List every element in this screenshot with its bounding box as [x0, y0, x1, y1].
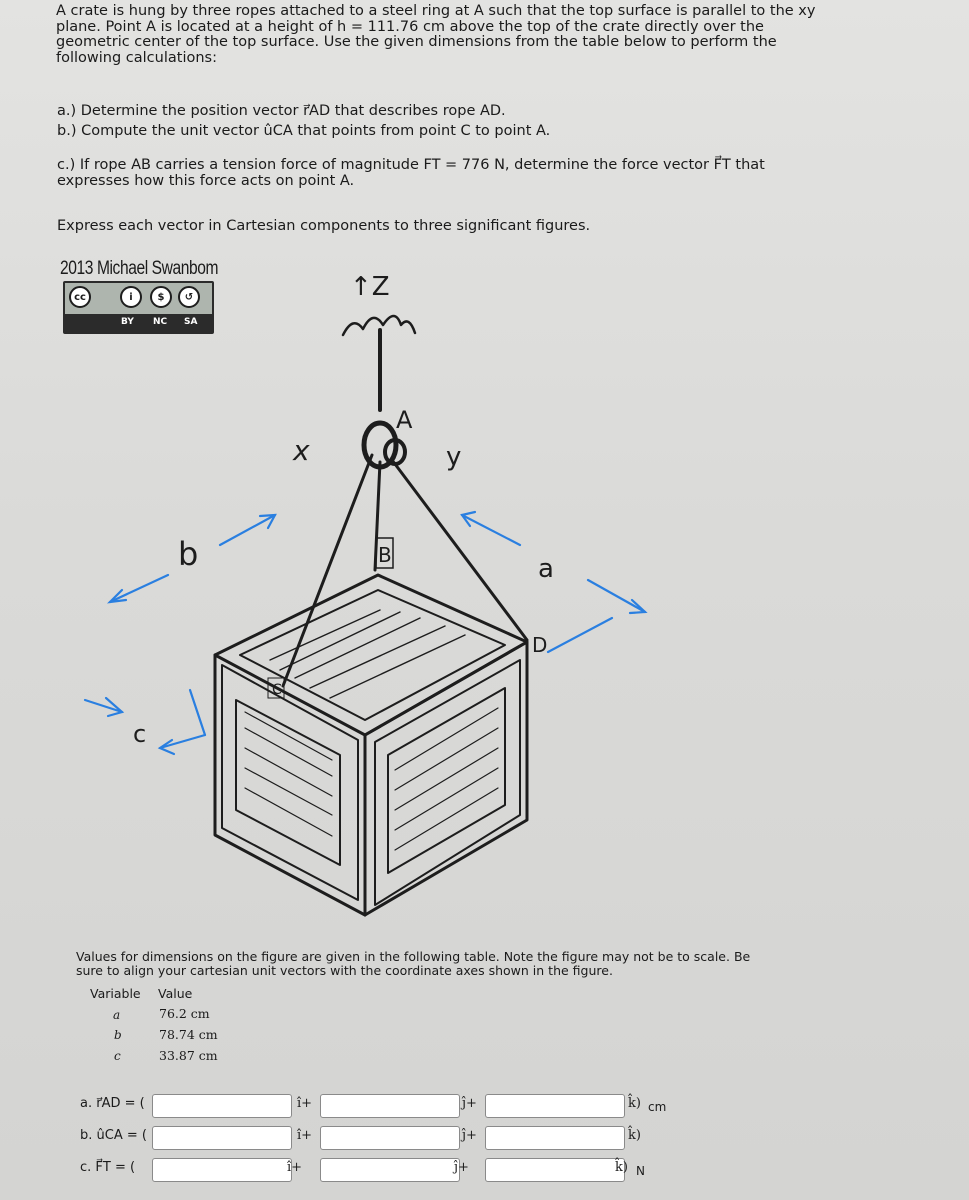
- i-hat-unit: î+: [287, 1160, 303, 1175]
- k-hat-unit: k̂): [615, 1160, 628, 1175]
- crate-diagram: [60, 255, 720, 950]
- j-hat-unit: ĵ+: [462, 1096, 477, 1111]
- answer-a-label: a. r⃗AD = (: [80, 1096, 145, 1111]
- dimension-c-label: c: [133, 720, 147, 748]
- k-hat-unit: k̂): [628, 1096, 641, 1111]
- answer-a-j-input[interactable]: [320, 1094, 460, 1118]
- k-hat-unit: k̂): [628, 1128, 641, 1143]
- instruction-text: Express each vector in Cartesian components to three significant figures.: [57, 218, 591, 234]
- nc-icon: $: [150, 286, 172, 308]
- answer-c-k-input[interactable]: [485, 1158, 625, 1182]
- z-axis-label: ↑Z: [350, 272, 390, 302]
- table-variable: c: [114, 1049, 121, 1063]
- dimension-a-label: a: [538, 554, 554, 584]
- answer-a-i-input[interactable]: [152, 1094, 292, 1118]
- answer-b-k-input[interactable]: [485, 1126, 625, 1150]
- cc-icon: cc: [69, 286, 91, 308]
- table-header-value: Value: [158, 986, 193, 1001]
- answer-a-unit: cm: [648, 1100, 667, 1114]
- point-b-label: B: [378, 543, 392, 567]
- part-a-question: a.) Determine the position vector r⃗AD that describes rope AD.: [57, 103, 506, 119]
- part-c-line: c.) If rope AB carries a tension force of magnitude FT = 776 N, determine the force vector F⃗T that: [57, 157, 765, 173]
- sa-icon: ↺: [178, 286, 200, 308]
- dimension-b-label: b: [178, 535, 199, 573]
- problem-line: geometric center of the top surface. Use the given dimensions from the table below to perform the: [56, 34, 777, 50]
- point-d-label: D: [532, 633, 548, 657]
- table-value: 78.74 cm: [159, 1027, 218, 1042]
- answer-a-k-input[interactable]: [485, 1094, 625, 1118]
- answer-b-j-input[interactable]: [320, 1126, 460, 1150]
- y-axis-label: y: [446, 442, 462, 472]
- table-note: [76, 950, 836, 978]
- j-hat-unit: ĵ+: [462, 1128, 477, 1143]
- point-a-label: A: [396, 406, 413, 434]
- problem-line: following calculations:: [56, 49, 217, 66]
- table-header-variable: Variable: [90, 986, 141, 1001]
- j-hat-unit: ĵ+: [454, 1160, 469, 1175]
- table-variable: a: [113, 1008, 121, 1022]
- answer-c-j-input[interactable]: [320, 1158, 460, 1182]
- note-line: Values for dimensions on the figure are given in the following table. Note the figure may not be to scale. Be: [76, 949, 751, 964]
- cc-nc-label: NC: [153, 317, 168, 327]
- answer-section: [0, 1090, 969, 1200]
- table-value: 76.2 cm: [159, 1006, 210, 1021]
- i-hat-unit: î+: [297, 1096, 313, 1111]
- problem-statement: [56, 4, 856, 66]
- part-c-question: [57, 158, 817, 189]
- problem-line: A crate is hung by three ropes attached to a steel ring at A such that the top surface is parallel to the xy: [56, 3, 816, 19]
- cc-by-label: BY: [121, 317, 134, 327]
- i-hat-unit: î+: [297, 1128, 313, 1143]
- part-b-question: b.) Compute the unit vector ûCA that points from point C to point A.: [57, 123, 551, 139]
- point-c-label: C: [272, 682, 282, 698]
- copyright-credit: 2013 Michael Swanbom: [60, 258, 219, 279]
- cc-sa-label: SA: [184, 317, 198, 327]
- problem-line: plane. Point A is located at a height of h = 111.76 cm above the top of the crate directly over the: [56, 18, 764, 35]
- table-variable: b: [114, 1028, 122, 1042]
- table-value: 33.87 cm: [159, 1048, 218, 1063]
- x-axis-label: x: [293, 434, 310, 467]
- answer-b-i-input[interactable]: [152, 1126, 292, 1150]
- answer-c-label: c. F⃗T = (: [80, 1160, 136, 1175]
- answer-b-label: b. ûCA = (: [80, 1128, 147, 1143]
- by-icon: i: [120, 286, 142, 308]
- part-c-line: expresses how this force acts on point A.: [57, 172, 355, 189]
- note-line: sure to align your cartesian unit vectors with the coordinate axes shown in the figure.: [76, 963, 613, 978]
- answer-c-unit: N: [636, 1164, 645, 1178]
- answer-c-i-input[interactable]: [152, 1158, 292, 1182]
